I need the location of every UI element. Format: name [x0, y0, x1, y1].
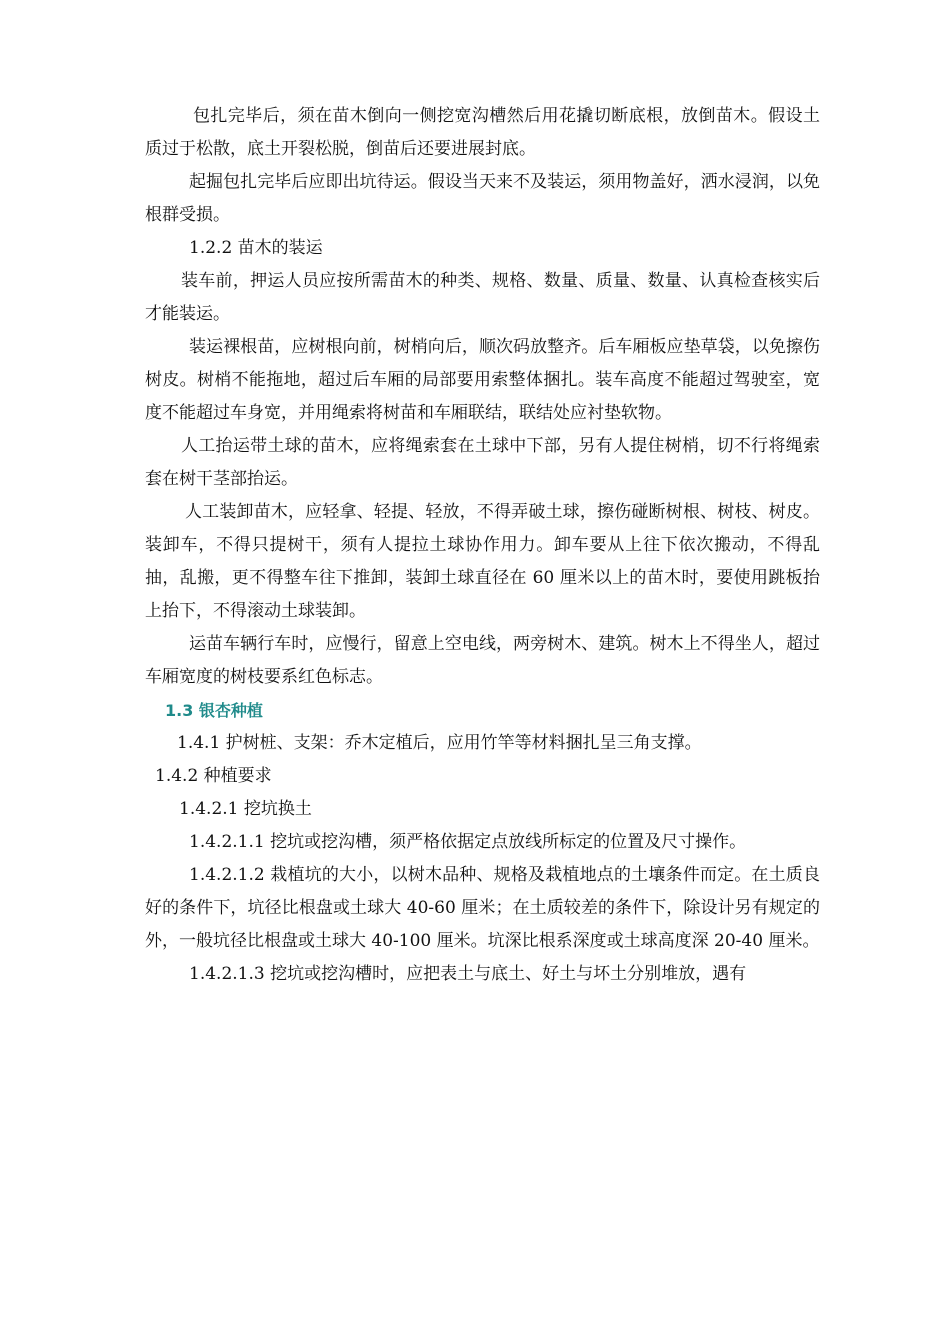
item-1-4-2: 1.4.2 种植要求 — [155, 766, 272, 786]
item-1-4-2-1-1: 1.4.2.1.1 挖坑或挖沟槽，须严格依据定点放线所标定的位置及尺寸操作。 — [189, 832, 747, 852]
document-body — [145, 100, 820, 991]
paragraph-7: 运苗车辆行车时，应慢行，留意上空电线，两旁树木、建筑。树木上不得坐人，超过车厢宽度的树枝要系红色标志。 — [145, 634, 820, 687]
item-1-4-2-1-3: 1.4.2.1.3 挖坑或挖沟槽时，应把表土与底土、好土与坏土分别堆放，遇有 — [189, 964, 747, 984]
paragraph-4: 装运裸根苗，应树根向前，树梢向后，顺次码放整齐。后车厢板应垫草袋，以免擦伤树皮。树梢不能拖地，超过后车厢的局部要用索整体捆扎。装车高度不能超过驾驶室，宽度不能超过车身宽，并用绳索将树苗和车厢联结，联结处应衬垫软物。 — [145, 337, 820, 423]
item-1-4-1: 1.4.1 护树桩、支架：乔木定植后，应用竹竿等材料捆扎呈三角支撑。 — [177, 733, 702, 753]
subsection-heading-1-2-2: 1.2.2 苗木的装运 — [189, 238, 323, 258]
item-1-4-2-1: 1.4.2.1 挖坑换土 — [179, 799, 312, 819]
paragraph-3: 装车前，押运人员应按所需苗木的种类、规格、数量、质量、数量、认真检查核实后才能装运。 — [145, 271, 820, 324]
item-1-4-2-1-2: 1.4.2.1.2 栽植坑的大小，以树木品种、规格及栽植地点的土壤条件而定。在土质良好的条件下，坑径比根盘或土球大 40-60 厘米；在土质较差的条件下，除设计另有规定的外，一般坑径比根盘或土球大 40-100 厘米。坑深比根系深度或土球高度深 20-40 厘米。 — [145, 865, 820, 951]
paragraph-1: 包扎完毕后，须在苗木倒向一侧挖宽沟槽然后用花撬切断底根，放倒苗木。假设土质过于松散，底土开裂松脱，倒苗后还要进展封底。 — [145, 106, 820, 159]
paragraph-6: 人工装卸苗木，应轻拿、轻提、轻放，不得弄破土球，擦伤碰断树根、树枝、树皮。装卸车，不得只提树干，须有人提拉土球协作用力。卸车要从上往下依次搬动，不得乱抽，乱搬，更不得整车往下推卸，装卸土球直径在 60 厘米以上的苗木时，要使用跳板抬上抬下，不得滚动土球装卸。 — [145, 502, 820, 621]
paragraph-2: 起掘包扎完毕后应即出坑待运。假设当天来不及装运，须用物盖好，洒水浸润，以免根群受损。 — [145, 172, 820, 225]
section-heading-1-3: 1.3 银杏种植 — [165, 701, 263, 720]
paragraph-5: 人工抬运带土球的苗木，应将绳索套在土球中下部，另有人提住树梢，切不行将绳索套在树干茎部抬运。 — [145, 436, 820, 489]
